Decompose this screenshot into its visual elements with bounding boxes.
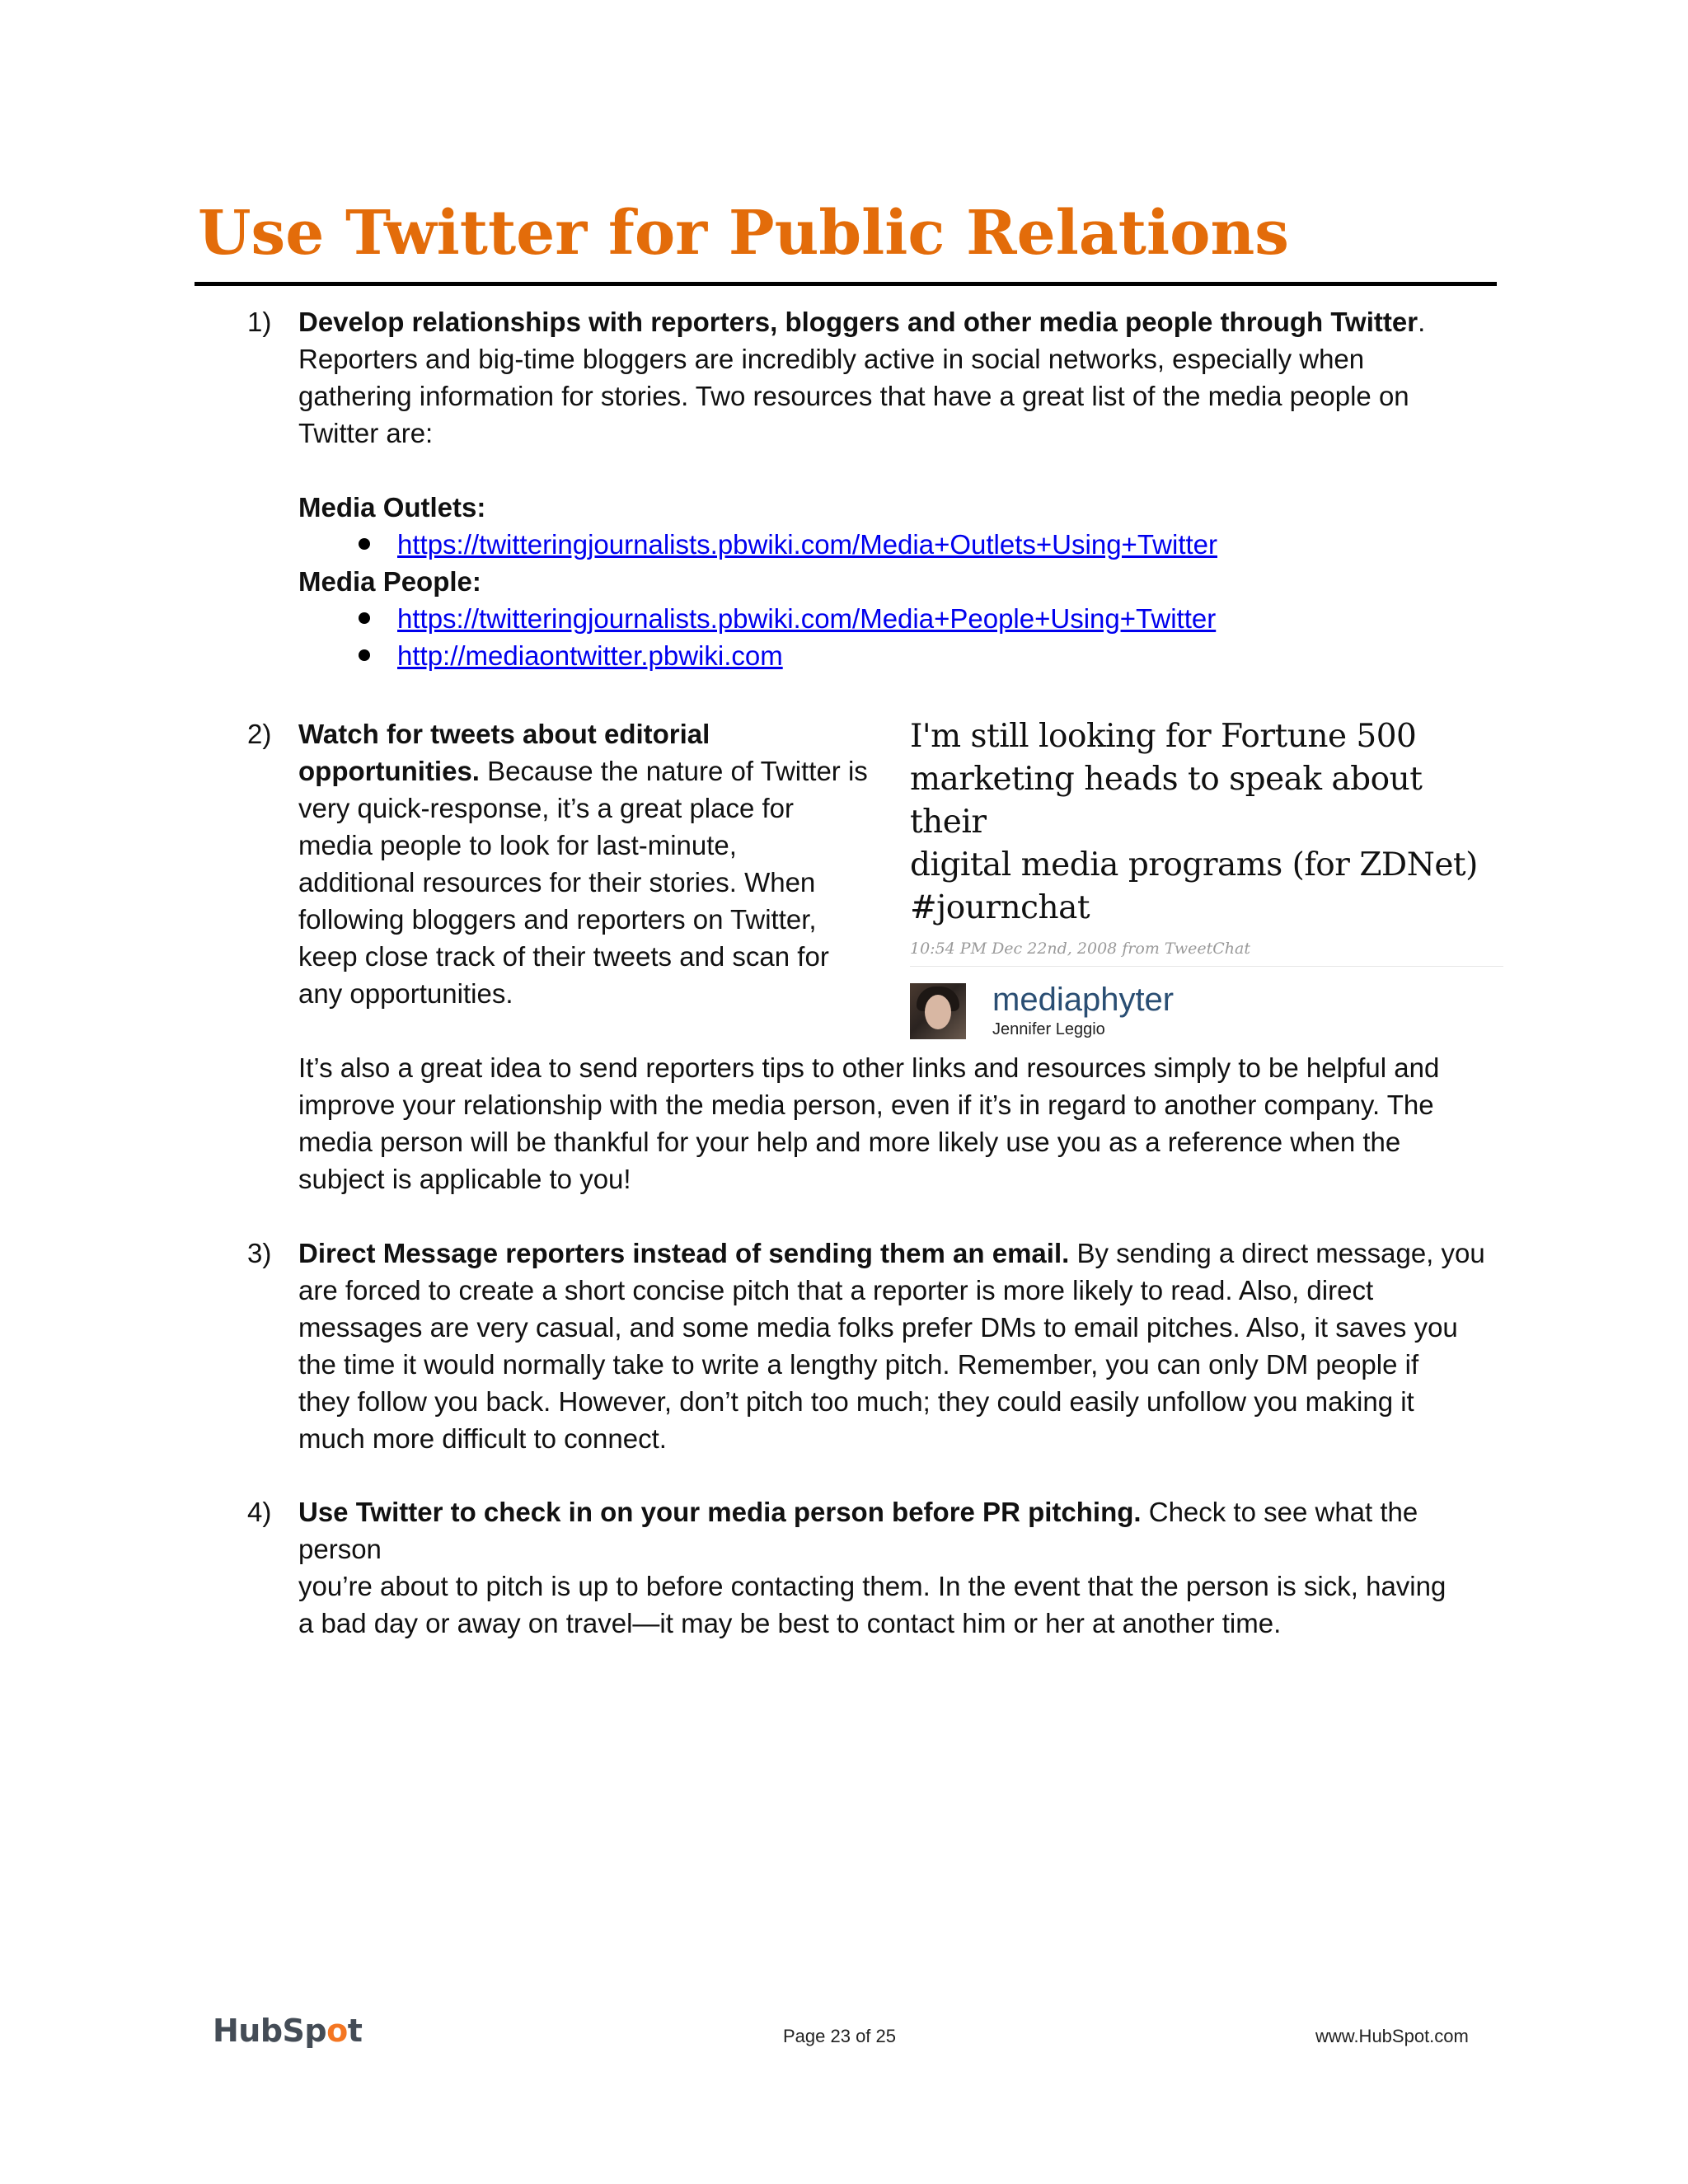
- user-name: Jennifer Leggio: [992, 1020, 1105, 1038]
- text-line: Twitter are:: [298, 418, 434, 448]
- list-item: [298, 637, 1425, 674]
- text-line: subject is applicable to you!: [298, 1164, 631, 1194]
- list-number: 2): [247, 719, 272, 749]
- list-item-body: Use Twitter to check in on your media person before PR pitching. Check to see what the person you’re about to pitch is up to before contacting them. In the event that the person is sick, having a bad day or away on travel—it may be best to contact him or her at another time.: [298, 1493, 1500, 1642]
- avatar: [910, 983, 966, 1039]
- text-line: It’s also a great idea to send reporters tips to other links and resources simply to be helpful and: [298, 1052, 1440, 1083]
- text-line: additional resources for their stories. When: [298, 867, 816, 898]
- title-divider: [195, 282, 1497, 286]
- list-item-body: Watch for tweets about editorial opportunities. Because the nature of Twitter is very quick-response, it’s a great place for media people to look for last-minute, additional resources for their stories. When following bloggers and reporters on Twitter, keep close track of their tweets and scan for any opportunities. It’s also a great idea to send reporters tips to other links and resources simply to be helpful and improve your relationship with the media person, even if it’s in regard to another company. The media person will be thankful for your help and more likely use you as a reference when the subject is applicable to you!: [298, 715, 1439, 1197]
- media-people-label: Media People:: [298, 566, 481, 597]
- item-heading: Direct Message reporters instead of sending them an email.: [298, 1238, 1070, 1268]
- list-item: [298, 526, 1425, 563]
- text-line: keep close track of their tweets and scan for: [298, 941, 829, 972]
- text-line: much more difficult to connect.: [298, 1423, 667, 1454]
- bullet-icon: [359, 649, 370, 661]
- item-heading: Develop relationships with reporters, bloggers and other media people through Twitter: [298, 307, 1418, 337]
- list-item-body: Develop relationships with reporters, bloggers and other media people through Twitter. Reporters and big-time bloggers are incredibly active in social networks, especially when gathering information for stories. Two resources that have a great list of the media people on Twitter are: Media Outlets: https://twitteringjournalists.pbwiki.com/Media+Outlets+Using+Twitter Media People: https://twitteringjournalists.pbwiki.com/Media+People+Using+Twitter http://mediaontwitter.pbwiki.com: [298, 303, 1425, 674]
- list-item-body: Direct Message reporters instead of sending them an email. By sending a direct message, you are forced to create a short concise pitch that a reporter is more likely to read. Also, direct messages are very casual, and some media folks prefer DMs to email pitches. Also, it saves you the time it would normally take to write a lengthy pitch. Remember, you can only DM people if they follow you back. However, don’t pitch too much; they could easily unfollow you making it much more difficult to connect.: [298, 1235, 1485, 1457]
- list-number: 3): [247, 1238, 272, 1268]
- tweet-user: [910, 983, 1503, 1041]
- tweet-screenshot: [910, 715, 1503, 1038]
- media-outlets-links: [298, 526, 1425, 563]
- text-line: they follow you back. However, don’t pitch too much; they could easily unfollow you making it: [298, 1386, 1414, 1417]
- text-line: improve your relationship with the media person, even if it’s in regard to another company. The: [298, 1090, 1434, 1120]
- text-line: gathering information for stories. Two resources that have a great list of the media people on: [298, 381, 1409, 411]
- user-handle: mediaphyter: [992, 982, 1175, 1018]
- page-number: Page 23 of 25: [783, 2026, 897, 2046]
- sprocket-icon: o: [326, 2013, 348, 2049]
- text-line: very quick-response, it’s a great place for: [298, 793, 795, 823]
- text-line: you’re about to pitch is up to before contacting them. In the event that the person is sick, having: [298, 1571, 1447, 1601]
- item-heading: Use Twitter to check in on your media person before PR pitching.: [298, 1497, 1142, 1527]
- tweet-timestamp: 10:54 PM Dec 22nd, 2008 from TweetChat: [910, 940, 1251, 958]
- list-number: 4): [247, 1497, 272, 1527]
- bullet-icon: [359, 612, 370, 624]
- bullet-icon: [359, 538, 370, 550]
- text-line: following bloggers and reporters on Twitter,: [298, 904, 817, 935]
- text-line: the time it would normally take to write a lengthy pitch. Remember, you can only DM people if: [298, 1349, 1419, 1380]
- hubspot-logo: HubSpot: [213, 2013, 363, 2049]
- text-line: a bad day or away on travel—it may be best to contact him or her at another time.: [298, 1608, 1282, 1638]
- list-number: 1): [247, 307, 272, 337]
- text-line: messages are very casual, and some media folks prefer DMs to email pitches. Also, it saves you: [298, 1312, 1458, 1343]
- media-outlets-link[interactable]: https://twitteringjournalists.pbwiki.com/Media+Outlets+Using+Twitter: [397, 529, 1217, 560]
- text-line: media people to look for last-minute,: [298, 830, 737, 860]
- media-people-link[interactable]: https://twitteringjournalists.pbwiki.com/Media+People+Using+Twitter: [397, 603, 1217, 634]
- footer-url: www.HubSpot.com: [1315, 2026, 1469, 2046]
- page-title: Use Twitter for Public Relations: [198, 198, 1289, 269]
- tweet-divider: [910, 966, 1503, 967]
- media-outlets-label: Media Outlets:: [298, 492, 486, 523]
- tweet-text: I'm still looking for Fortune 500 marketing heads to speak about their digital media programs (for ZDNet) #journchat: [910, 718, 1478, 926]
- list-item: [298, 600, 1425, 637]
- item-heading: opportunities.: [298, 756, 480, 786]
- text-line: are forced to create a short concise pitch that a reporter is more likely to read. Also, direct: [298, 1275, 1374, 1305]
- media-people-link[interactable]: http://mediaontwitter.pbwiki.com: [397, 640, 783, 671]
- text-line: Reporters and big-time bloggers are incredibly active in social networks, especially when: [298, 344, 1365, 374]
- text-line: media person will be thankful for your help and more likely use you as a reference when the: [298, 1127, 1401, 1157]
- item-heading: Watch for tweets about editorial: [298, 719, 710, 749]
- media-people-links: [298, 600, 1425, 674]
- text-line: any opportunities.: [298, 978, 513, 1009]
